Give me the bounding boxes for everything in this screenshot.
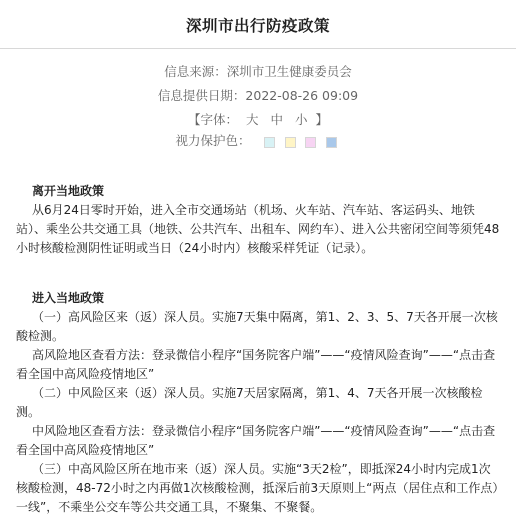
eye-color-swatch-blue[interactable] [326, 137, 337, 148]
enter-paragraph-high-risk-lookup: 高风险地区查看方法：登录微信小程序“国务院客户端”——“疫情风险查询”——“点击查看全国中高风险疫情地区” [16, 348, 496, 381]
section-heading-enter: 进入当地政策 [32, 291, 105, 305]
info-date: 信息提供日期：2022-08-26 09:09 [157, 88, 359, 103]
font-size-prefix: 【字体： [187, 112, 238, 127]
article-body [16, 182, 502, 517]
info-source: 信息来源：深圳市卫生健康委员会 [164, 64, 352, 79]
eye-protection-label: 视力保护色： [175, 133, 251, 148]
font-size-suffix: 】 [315, 112, 328, 127]
font-size-controls [0, 110, 516, 128]
eye-color-swatch-pink[interactable] [305, 137, 316, 148]
font-medium-link[interactable]: 中 [270, 112, 283, 127]
eye-protection-controls [0, 131, 516, 149]
section-spacer [16, 258, 502, 289]
leave-paragraph: 从6月24日零时开始，进入全市交通场站（机场、火车站、汽车站、客运码头、地铁站）、乘坐公共交通工具（地铁、公共汽车、出租车、网约车）、进入公共密闭空间等须凭48小时核酸检测阴性证明或当日（24小时内）核酸采样凭证（记录）。 [16, 203, 500, 255]
eye-color-swatch-cyan[interactable] [264, 137, 275, 148]
enter-paragraph-high-risk: （一）高风险区来（返）深人员。实施7天集中隔离，第1、2、3、5、7天各开展一次核酸检测。 [16, 310, 498, 343]
enter-paragraph-city-level: （三）中高风险区所在地市来（返）深人员。实施“3天2检”，即抵深24小时内完成1次核酸检测，48-72小时之内再做1次核酸检测，抵深后前3天原则上“两点（居住点和工作点）一线”，不乘坐公交车等公共交通工具，不聚集、不聚餐。 [16, 462, 499, 514]
font-small-link[interactable]: 小 [294, 112, 308, 127]
font-large-link[interactable]: 大 [245, 112, 259, 127]
enter-paragraph-medium-risk-lookup: 中风险地区查看方法：登录微信小程序“国务院客户端”——“疫情风险查询”——“点击查看全国中高风险疫情地区” [16, 424, 496, 457]
eye-color-swatches [261, 134, 341, 149]
title-divider [0, 48, 516, 49]
eye-color-swatch-yellow[interactable] [285, 137, 296, 148]
page-title: 深圳市出行防疫政策 [185, 17, 330, 35]
section-heading-leave: 离开当地政策 [32, 184, 105, 198]
enter-paragraph-medium-risk: （二）中风险区来（返）深人员。实施7天居家隔离，第1、4、7天各开展一次核酸检测。 [16, 386, 483, 419]
